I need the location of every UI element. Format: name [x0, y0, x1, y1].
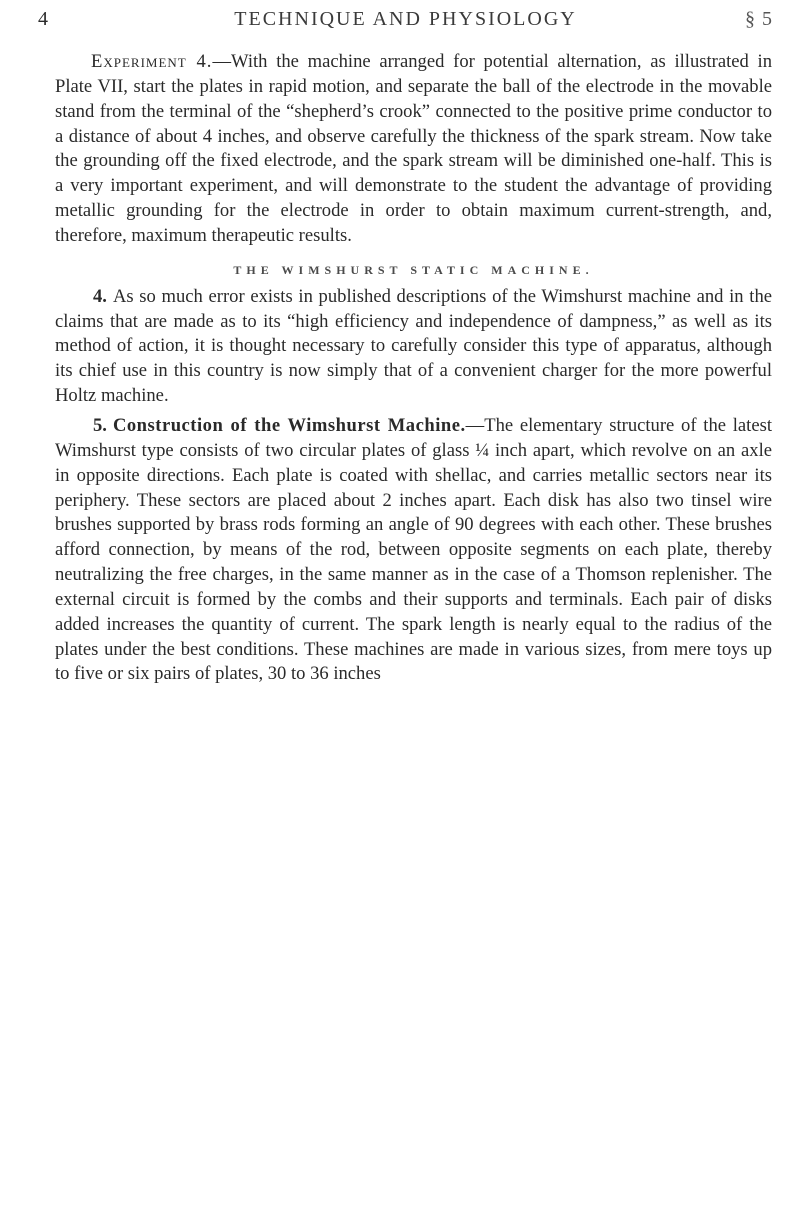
section-reference: § 5: [745, 8, 773, 30]
paragraph-number: 5.: [93, 414, 107, 436]
page-number: 4: [38, 8, 49, 30]
experiment-paragraph: [55, 50, 772, 249]
paragraph-subheading: Construction of the Wimshurst Machine.: [112, 414, 466, 436]
paragraph-text: As so much error exists in published descriptions of the Wimshurst machine and in the claims that are made as to its “high efficiency and independence of dampness,” as well as its method of action, it is thought necessary to carefully consider this type of apparatus, although its chief use in this country is now simply that of a convenient charger for the more powerful Holtz machine.: [55, 285, 772, 407]
paragraph-4: [55, 285, 772, 409]
experiment-label: Experiment 4.: [91, 51, 213, 72]
experiment-text: —With the machine arranged for potential alternation, as illustrated in Plate VII, start the plates in rapid motion, and separate the ball of the electrode in the movable stand from the terminal of the “shepherd’s crook” connected to the positive prime conductor to a distance of about 4 inches, and observe carefully the thickness of the spark stream. Now take the grounding off the fixed electrode, and the spark stream will be diminished one-half. This is a very important experiment, and will demonstrate to the student the advantage of providing metallic grounding for the electrode in order to obtain maximum current-strength, and, therefore, maximum therapeutic results.: [55, 51, 773, 246]
running-title: TECHNIQUE AND PHYSIOLOGY: [234, 8, 577, 30]
running-head: [38, 8, 773, 38]
body-text: [55, 50, 772, 692]
paragraph-5: [55, 414, 772, 687]
section-heading: THE WIMSHURST STATIC MACHINE.: [233, 262, 594, 277]
paragraph-number: 4.: [93, 285, 107, 307]
paragraph-text: —The elementary structure of the latest Wimshurst type consists of two circular plates of glass ¼ inch apart, which revolve on an axle in opposite directions. Each plate is coated with shellac, and carries metallic sectors near its periphery. These sectors are placed about 2 inches apart. Each disk has also two tinsel wire brushes supported by brass rods forming an angle of 90 degrees with each other. These brushes afford connection, by means of the rod, between opposite segments on each plate, thereby neutralizing the free charges, in the same manner as in the case of a Thomson replenisher. The external circuit is formed by the combs and their supports and terminals. Each pair of disks added increases the quantity of current. The spark length is nearly equal to the radius of the plates under the best conditions. These machines are made in various sizes, from mere toys up to five or six pairs of plates, 30 to 36 inches: [55, 414, 772, 685]
